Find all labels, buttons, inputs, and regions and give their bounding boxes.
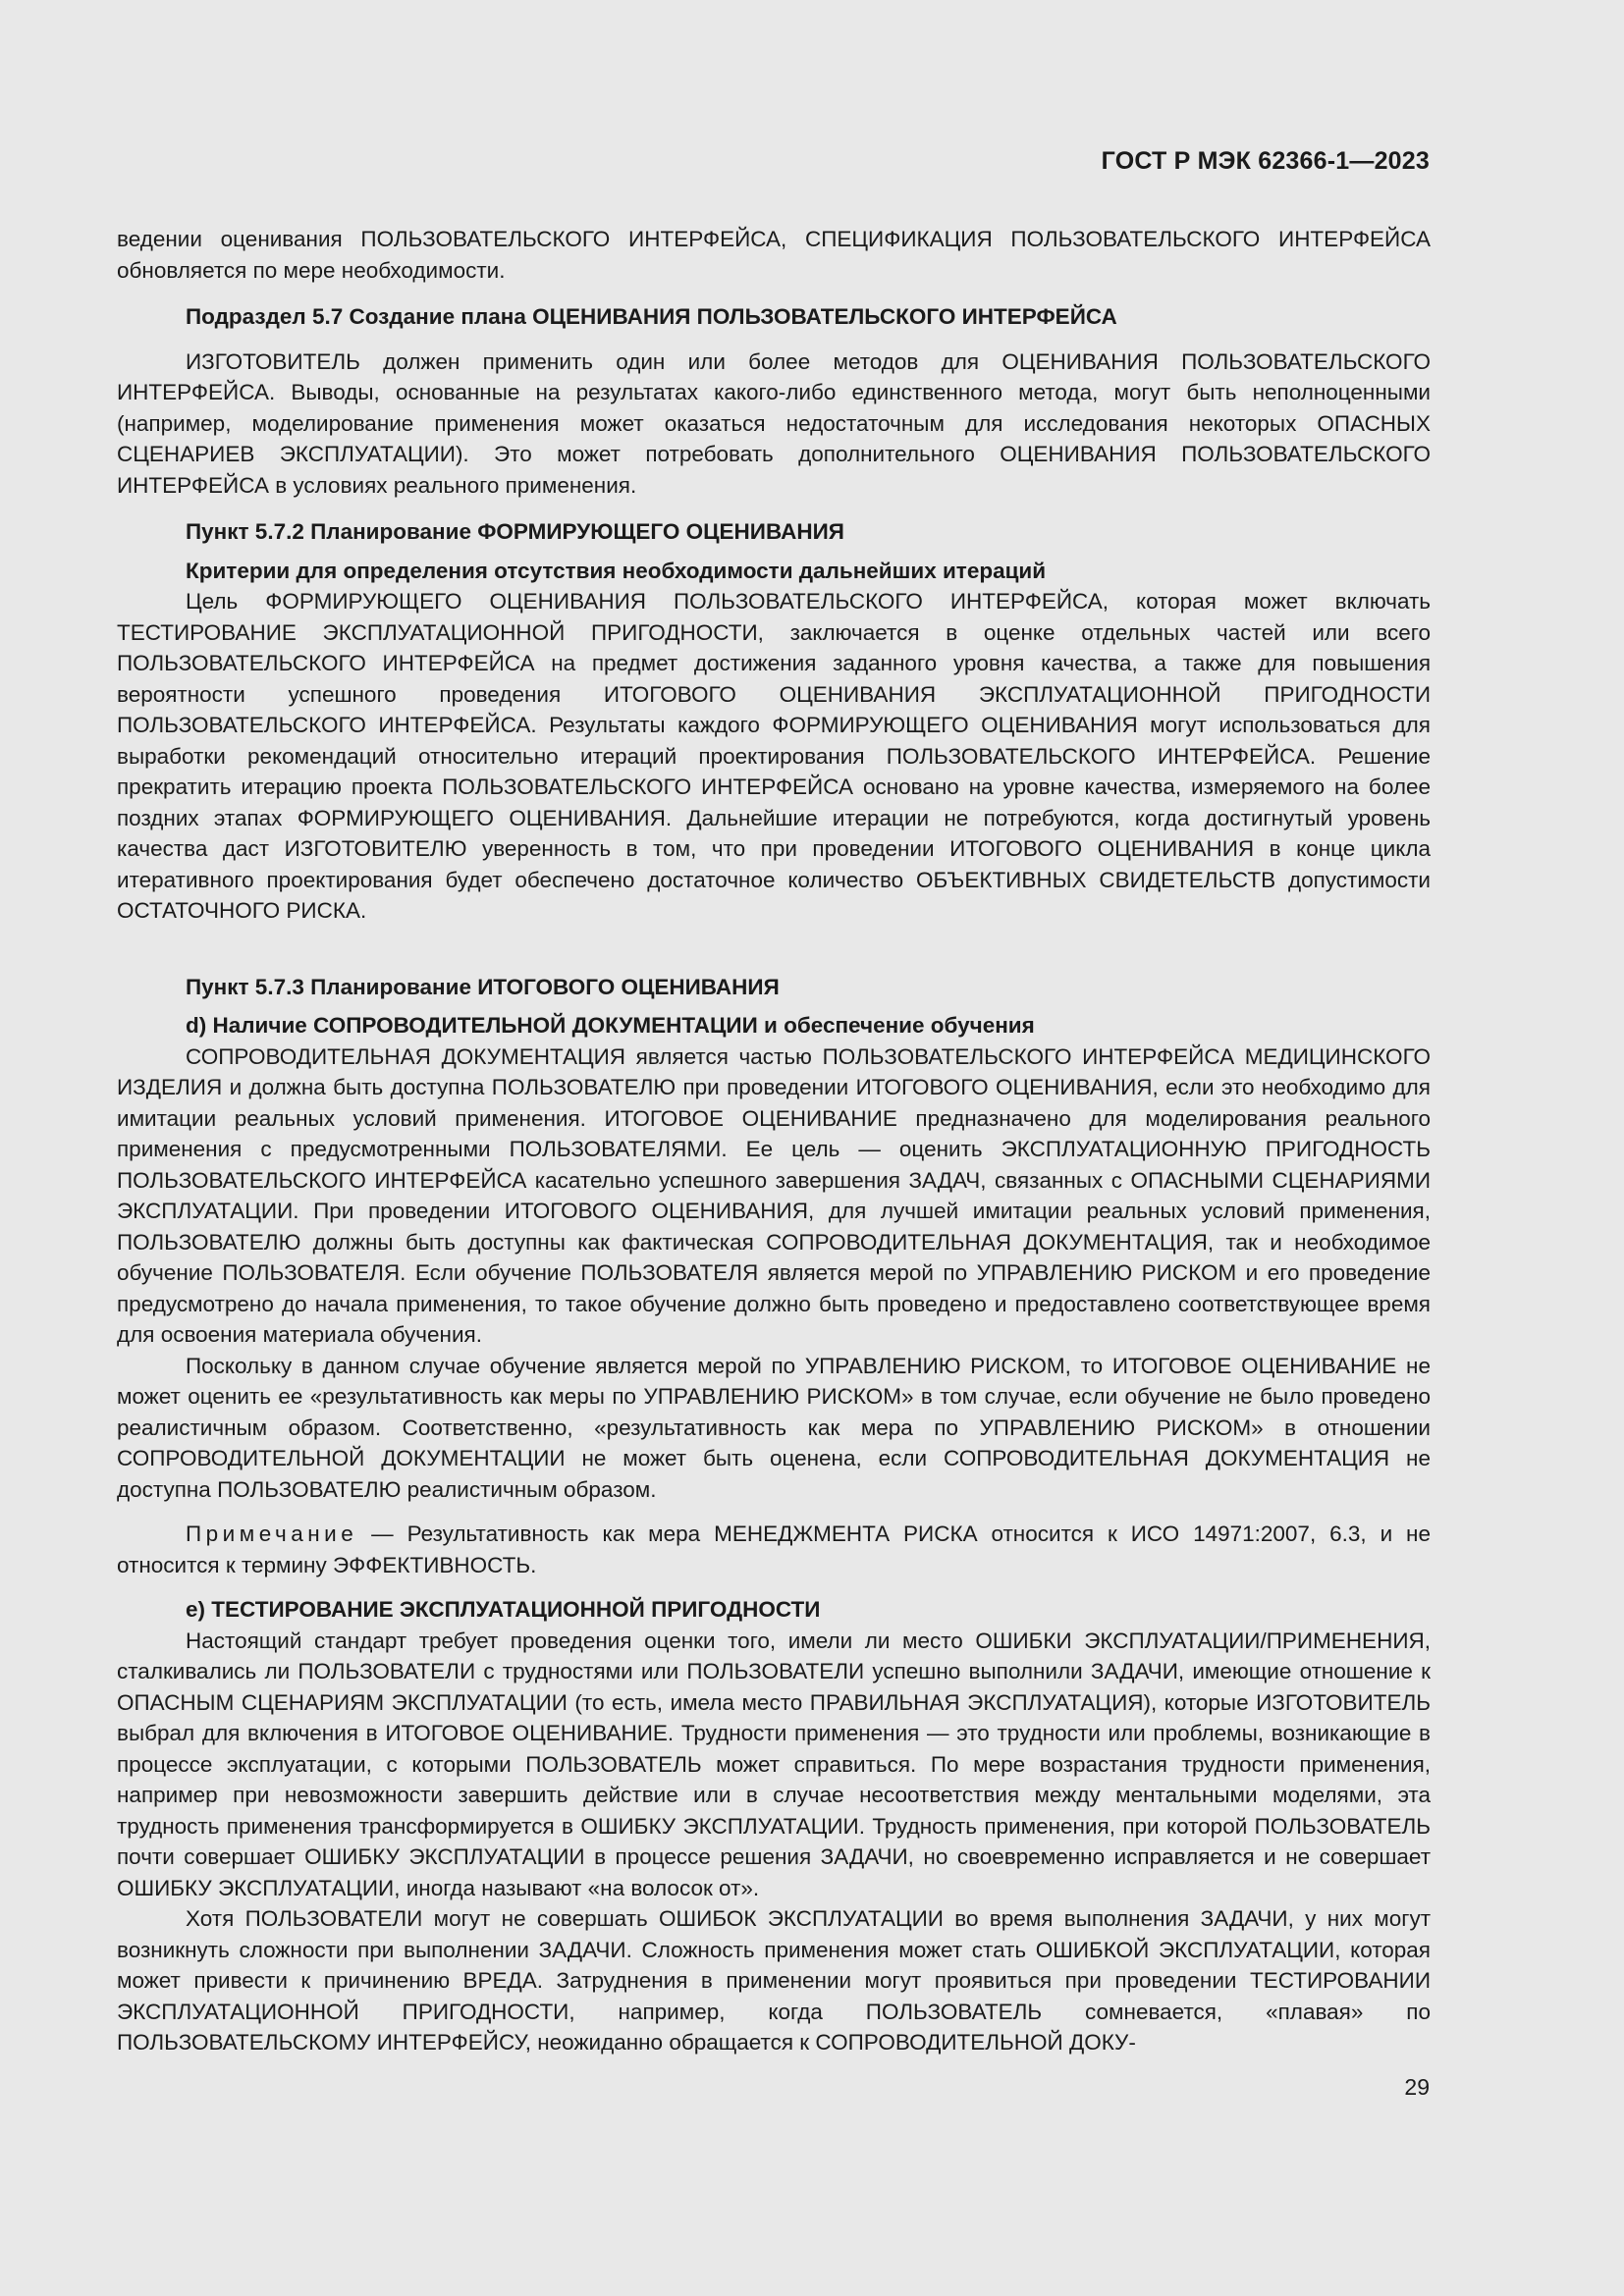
note-label: Примечание [186, 1522, 358, 1546]
heading-item-d: d) Наличие СОПРОВОДИТЕЛЬНОЙ ДОКУМЕНТАЦИИ и обеспечение обучения [186, 1013, 1035, 1038]
note [117, 1519, 1431, 1580]
paragraph-d-2: Поскольку в данном случае обучение является мерой по УПРАВЛЕНИЮ РИСКОМ, то ИТОГОВОЕ ОЦЕНИВАНИЕ не может оценить ее «результативность как меры по УПРАВЛЕНИЮ РИСКОМ» в том случае, если обучение не было проведено реалистичным образом. Соответственно, «результативность как мера по УПРАВЛЕНИЮ РИСКОМ» в отношении СОПРОВОДИТЕЛЬНОЙ ДОКУМЕНТАЦИИ не может быть оценена, если СОПРОВОДИТЕЛЬНАЯ ДОКУМЕНТАЦИЯ не доступна ПОЛЬЗОВАТЕЛЮ реалистичным образом. [117, 1353, 1431, 1502]
heading-subsection-5-7: Подраздел 5.7 Создание плана ОЦЕНИВАНИЯ ПОЛЬЗОВАТЕЛЬСКОГО ИНТЕРФЕЙСА [186, 304, 1117, 329]
paragraph-5-7: ИЗГОТОВИТЕЛЬ должен применить один или более методов для ОЦЕНИВАНИЯ ПОЛЬЗОВАТЕЛЬСКОГО ИНТЕРФЕЙСА. Выводы, основанные на результатах какого-либо единственного метода, могут быть неполноценными (например, моделирование применения может оказаться недостаточным для исследования некоторых ОПАСНЫХ СЦЕНАРИЕВ ЭКСПЛУАТАЦИИ). Это может потребовать дополнительного ОЦЕНИВАНИЯ ПОЛЬЗОВАТЕЛЬСКОГО ИНТЕРФЕЙСА в условиях реального применения. [117, 348, 1431, 498]
heading-clause-5-7-2: Пункт 5.7.2 Планирование ФОРМИРУЮЩЕГО ОЦЕНИВАНИЯ [186, 519, 844, 544]
heading-item-e: e) ТЕСТИРОВАНИЕ ЭКСПЛУАТАЦИОННОЙ ПРИГОДНОСТИ [186, 1597, 821, 1622]
paragraph-intro: ведении оценивания ПОЛЬЗОВАТЕЛЬСКОГО ИНТЕРФЕЙСА, СПЕЦИФИКАЦИЯ ПОЛЬЗОВАТЕЛЬСКОГО ИНТЕРФЕЙСА обновляется по мере необходимости. [117, 227, 1431, 283]
paragraph-5-7-2: Цель ФОРМИРУЮЩЕГО ОЦЕНИВАНИЯ ПОЛЬЗОВАТЕЛЬСКОГО ИНТЕРФЕЙСА, которая может включать ТЕСТИРОВАНИЕ ЭКСПЛУАТАЦИОННОЙ ПРИГОДНОСТИ, заключается в оценке отдельных частей или всего ПОЛЬЗОВАТЕЛЬСКОГО ИНТЕРФЕЙСА на предмет достижения заданного уровня качества, а также для повышения вероятности успешного проведения ИТОГОВОГО ОЦЕНИВАНИЯ ЭКСПЛУАТАЦИОННОЙ ПРИГОДНОСТИ ПОЛЬЗОВАТЕЛЬСКОГО ИНТЕРФЕЙСА. Результаты каждого ФОРМИРУЮЩЕГО ОЦЕНИВАНИЯ могут использоваться для выработки рекомендаций относительно итераций проектирования ПОЛЬЗОВАТЕЛЬСКОГО ИНТЕРФЕЙСА. Решение прекратить итерацию проекта ПОЛЬЗОВАТЕЛЬСКОГО ИНТЕРФЕЙСА основано на уровне качества, измеряемого на более поздних этапах ФОРМИРУЮЩЕГО ОЦЕНИВАНИЯ. Дальнейшие итерации не потребуются, когда достигнутый уровень качества даст ИЗГОТОВИТЕЛЮ уверенность в том, что при проведении ИТОГОВОГО ОЦЕНИВАНИЯ в конце цикла итеративного проектирования будет обеспечено достаточное количество ОБЪЕКТИВНЫХ СВИДЕТЕЛЬСТВ допустимости ОСТАТОЧНОГО РИСКА. [117, 589, 1431, 923]
page-number: 29 [1404, 2074, 1430, 2100]
page-body [117, 224, 1431, 2058]
heading-clause-5-7-3: Пункт 5.7.3 Планирование ИТОГОВОГО ОЦЕНИВАНИЯ [186, 974, 780, 999]
document-header: ГОСТ Р МЭК 62366-1—2023 [1101, 147, 1430, 175]
paragraph-e-2: Хотя ПОЛЬЗОВАТЕЛИ могут не совершать ОШИБОК ЭКСПЛУАТАЦИИ во время выполнения ЗАДАЧИ, у них могут возникнуть сложности при выполнении ЗАДАЧИ. Сложность применения может стать ОШИБКОЙ ЭКСПЛУАТАЦИИ, которая может привести к причинению ВРЕДА. Затруднения в применении могут проявиться при проведении ТЕСТИРОВАНИИ ЭКСПЛУАТАЦИОННОЙ ПРИГОДНОСТИ, например, когда ПОЛЬЗОВАТЕЛЬ сомневается, «плавая» по ПОЛЬЗОВАТЕЛЬСКОМУ ИНТЕРФЕЙСУ, неожиданно обращается к СОПРОВОДИТЕЛЬНОЙ ДОКУ- [117, 1906, 1431, 2055]
paragraph-e-1: Настоящий стандарт требует проведения оценки того, имели ли место ОШИБКИ ЭКСПЛУАТАЦИИ/ПРИМЕНЕНИЯ, сталкивались ли ПОЛЬЗОВАТЕЛИ с трудностями или ПОЛЬЗОВАТЕЛИ успешно выполнили ЗАДАЧИ, имеющие отношение к ОПАСНЫМ СЦЕНАРИЯМ ЭКСПЛУАТАЦИИ (то есть, имела место ПРАВИЛЬНАЯ ЭКСПЛУАТАЦИЯ), которые ИЗГОТОВИТЕЛЬ выбрал для включения в ИТОГОВОЕ ОЦЕНИВАНИЕ. Трудности применения — это трудности или проблемы, возникающие в процессе эксплуатации, с которыми ПОЛЬЗОВАТЕЛЬ может справиться. По мере возрастания трудности применения, например при невозможности завершить действие или в случае несоответствия между ментальными моделями, эта трудность применения трансформируется в ОШИБКУ ЭКСПЛУАТАЦИИ. Трудность применения, при которой ПОЛЬЗОВАТЕЛЬ почти совершает ОШИБКУ ЭКСПЛУАТАЦИИ в процессе решения ЗАДАЧИ, но своевременно исправляется и не совершает ОШИБКУ ЭКСПЛУАТАЦИИ, иногда называют «на волосок от». [117, 1628, 1431, 1900]
heading-criteria: Критерии для определения отсутствия необходимости дальнейших итераций [186, 558, 1047, 583]
paragraph-d-1: СОПРОВОДИТЕЛЬНАЯ ДОКУМЕНТАЦИЯ является частью ПОЛЬЗОВАТЕЛЬСКОГО ИНТЕРФЕЙСА МЕДИЦИНСКОГО ИЗДЕЛИЯ и должна быть доступна ПОЛЬЗОВАТЕЛЮ при проведении ИТОГОВОГО ОЦЕНИВАНИЯ, если это необходимо для имитации реальных условий применения. ИТОГОВОЕ ОЦЕНИВАНИЕ предназначено для моделирования реального применения с предусмотренными ПОЛЬЗОВАТЕЛЯМИ. Ее цель — оценить ЭКСПЛУАТАЦИОННУЮ ПРИГОДНОСТЬ ПОЛЬЗОВАТЕЛЬСКОГО ИНТЕРФЕЙСА касательно успешного завершения ЗАДАЧ, связанных с ОПАСНЫМИ СЦЕНАРИЯМИ ЭКСПЛУАТАЦИИ. При проведении ИТОГОВОГО ОЦЕНИВАНИЯ, для лучшей имитации реальных условий применения, ПОЛЬЗОВАТЕЛЮ должны быть доступны как фактическая СОПРОВОДИТЕЛЬНАЯ ДОКУМЕНТАЦИЯ, так и необходимое обучение ПОЛЬЗОВАТЕЛЯ. Если обучение ПОЛЬЗОВАТЕЛЯ является мерой по УПРАВЛЕНИЮ РИСКОМ и его проведение предусмотрено до начала применения, то такое обучение должно быть проведено и предоставлено соответствующее время для освоения материала обучения. [117, 1043, 1431, 1347]
note-text: — Результативность как мера МЕНЕДЖМЕНТА РИСКА относится к ИСО 14971:2007, 6.3, и не относится к термину ЭФФЕКТИВНОСТЬ. [117, 1522, 1431, 1577]
